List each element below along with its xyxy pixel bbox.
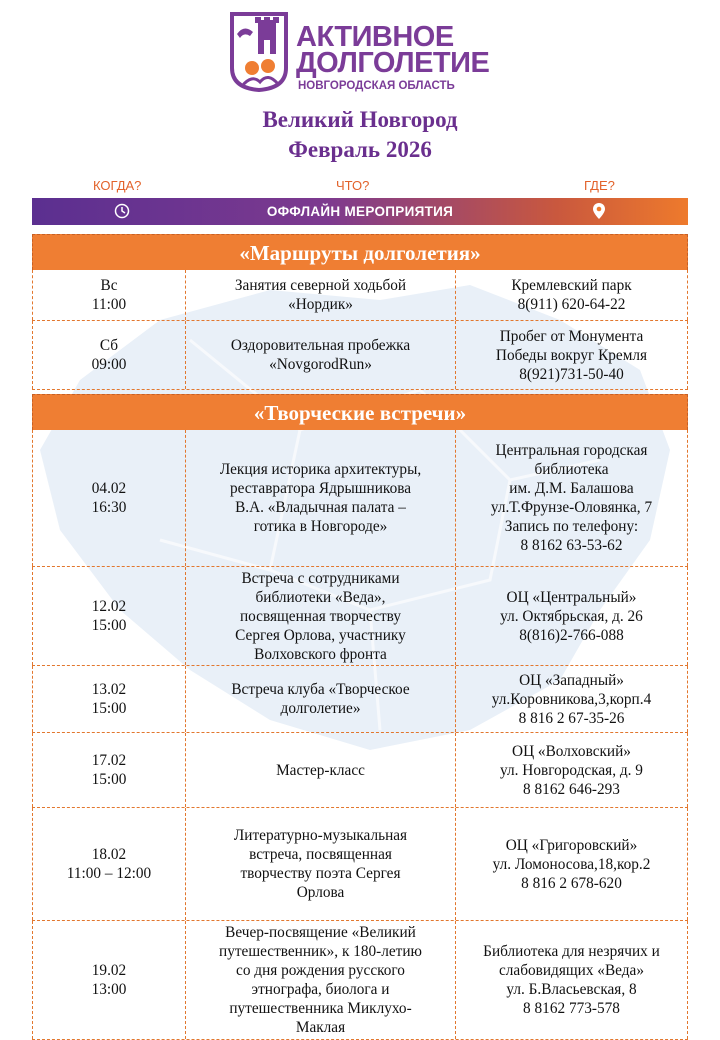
logo-emblem-icon [228, 10, 290, 92]
event-when: Вс 11:00 [32, 270, 185, 320]
event-what: Занятия северной ходьбой «Нордик» [185, 270, 455, 320]
event-where: Кремлевский парк 8(911) 620-64-22 [455, 270, 688, 320]
event-what: Встреча клуба «Творческое долголетие» [185, 666, 455, 732]
event-when: Сб 09:00 [32, 321, 185, 389]
active-longevity-logo [228, 10, 498, 95]
event-where: ОЦ «Григоровский» ул. Ломоносова,18,кор.2 8 816 2 678-620 [455, 808, 688, 920]
table-row [32, 921, 688, 1040]
event-what: Встреча с сотрудниками библиотеки «Веда», посвященная творчеству Сергея Орлова, участнику Волховского фронта [185, 567, 455, 665]
event-when: 19.02 13:00 [32, 921, 185, 1039]
city-title: Великий Новгород [262, 107, 458, 132]
event-when: 13.02 15:00 [32, 666, 185, 732]
section-header: «Маршруты долголетия» [32, 234, 688, 270]
table-row [32, 270, 688, 321]
event-what: Оздоровительная пробежка «NovgorodRun» [185, 321, 455, 389]
logo-line-1: АКТИВНОЕ [296, 21, 454, 53]
event-when: 18.02 11:00 – 12:00 [32, 808, 185, 920]
event-where: ОЦ «Центральный» ул. Октябрьская, д. 26 8(816)2-766-088 [455, 567, 688, 665]
table-row [32, 666, 688, 733]
event-when: 17.02 15:00 [32, 733, 185, 807]
where-label: ГДЕ? [584, 178, 615, 193]
event-when: 12.02 15:00 [32, 567, 185, 665]
event-where: Центральная городская библиотека им. Д.М. Балашова ул.Т.Фрунзе-Оловянка, 7 Запись по телефону: 8 8162 63-53-62 [455, 430, 688, 566]
event-where: Пробег от Монумента Победы вокруг Кремля 8(921)731-50-40 [455, 321, 688, 389]
column-labels [0, 178, 720, 194]
event-where: Библиотека для незрячих и слабовидящих «Веда» ул. Б.Власьевская, 8 8 8162 773-578 [455, 921, 688, 1039]
table-row [32, 567, 688, 666]
event-what: Вечер-посвящение «Великий путешественник», к 180-летию со дня рождения русского этнографа, биолога и путешественника Миклухо- Маклая [185, 921, 455, 1039]
event-where: ОЦ «Западный» ул.Коровникова,3,корп.4 8 816 2 67-35-26 [455, 666, 688, 732]
logo-line-2: ДОЛГОЛЕТИЕ [296, 47, 490, 79]
logo-line-3: НОВГОРОДСКАЯ ОБЛАСТЬ [298, 80, 455, 92]
section-header: «Творческие встречи» [32, 394, 688, 430]
offline-events-bar [32, 198, 688, 225]
event-what: Литературно-музыкальная встреча, посвященная творчеству поэта Сергея Орлова [185, 808, 455, 920]
events-table [32, 234, 688, 1040]
offline-events-title: ОФФЛАЙН МЕРОПРИЯТИЯ [266, 204, 454, 219]
page-header [0, 0, 720, 172]
event-where: ОЦ «Волховский» ул. Новгородская, д. 9 8 8162 646-293 [455, 733, 688, 807]
event-when: 04.02 16:30 [32, 430, 185, 566]
location-pin-icon [592, 202, 606, 220]
table-row [32, 808, 688, 921]
event-what: Лекция историка архитектуры, реставратора Ядрышникова В.А. «Владычная палата – готика в Новгороде» [185, 430, 455, 566]
event-what: Мастер-класс [185, 733, 455, 807]
table-row [32, 321, 688, 390]
table-row [32, 733, 688, 808]
when-label: КОГДА? [93, 178, 142, 193]
what-label: ЧТО? [336, 178, 370, 193]
month-title: Февраль 2026 [288, 137, 432, 162]
table-row [32, 430, 688, 567]
